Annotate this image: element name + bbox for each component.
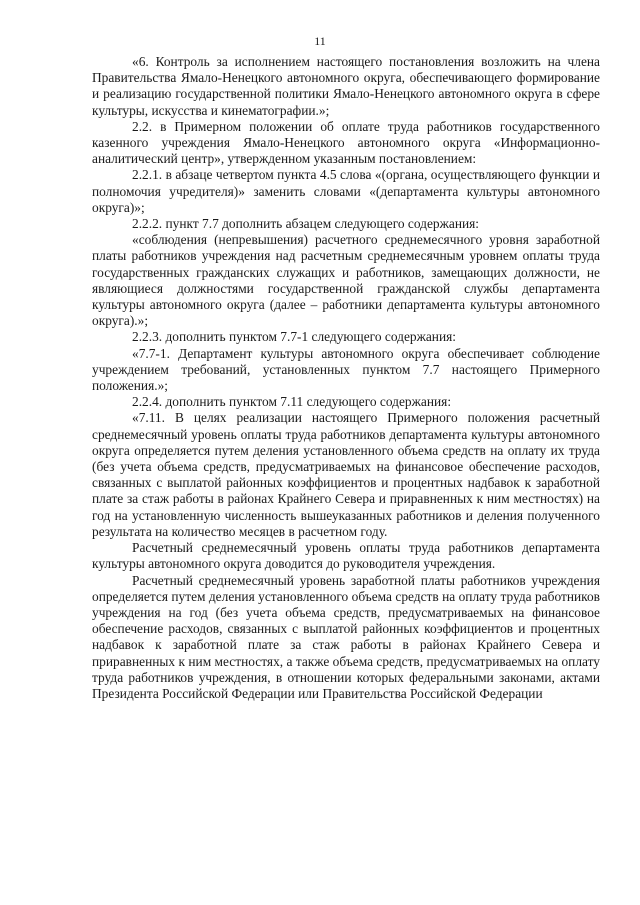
paragraph-department-level: Расчетный среднемесячный уровень оплаты труда работников департамента культуры автономного округа доводится до руководителя учреждения. [92, 540, 600, 572]
paragraph-2-2-3: 2.2.3. дополнить пунктом 7.7-1 следующего содержания: [132, 329, 456, 345]
paragraph-7-7-1: «7.7-1. Департамент культуры автономного округа обеспечивает соблюдение учреждением требований, установленных пунктом 7.7 настоящего Примерного положения.»; [92, 345, 600, 394]
paragraph-2-2-1: 2.2.1. в абзаце четвертом пункта 4.5 слова «(органа, осуществляющего функции и полномочия учредителя)» заменить словами «(департамента культуры автономного округа)»; [92, 167, 600, 215]
paragraph-quote-compliance: «соблюдения (непревышения) расчетного среднемесячного уровня заработной платы работников учреждения над расчетным среднемесячным уровнем оплаты труда государственных гражданских служащих и работников, замещающих должности, не являющиеся должностями государственной гражданской службы департамента культуры автономного округа (далее – работники департамента культуры автономного округа).»; [92, 232, 600, 329]
paragraph-section-6: «6. Контроль за исполнением настоящего постановления возложить на члена Правительства Ямало-Ненецкого автономного округа, обеспечивающего формирование и реализацию государственной политики Ямало-Ненецкого автономного округа в сфере культуры, искусства и кинематографии.»; [92, 54, 600, 118]
paragraph-institution-level: Расчетный среднемесячный уровень заработной платы работников учреждения определяется путем деления установленного объема средств на оплату труда работников учреждения на год (без учета объема средств, предусматриваемых на финансовое обеспечение расходов, связанных с выплатой районных коэффициентов и процентных надбавок к заработной плате за стаж работы в районах Крайнего Севера и приравненных к ним местностях, а также объема средств, предусматриваемых на оплату труда работников учреждения, в отношении которых федеральными законами, актами Президента Российской Федерации или Правительства Российской Федерации [92, 572, 600, 701]
page-number: 11 [314, 34, 326, 48]
paragraph-2-2-4: 2.2.4. дополнить пунктом 7.11 следующего содержания: [132, 394, 452, 410]
paragraph-7-11: «7.11. В целях реализации настоящего Примерного положения расчетный среднемесячный уровень оплаты труда работников департамента культуры автономного округа определяется путем деления установленного объема средств на оплату их труда (без учета объема средств, предусматриваемых на финансовое обеспечение расходов, связанных с выплатой районных коэффициентов и процентных надбавок к заработной плате за стаж работы в районах Крайнего Севера и приравненных к ним местностях) на год на установленную численность вышеуказанных работников и деления полученного результата на количество месяцев в расчетном году. [92, 410, 600, 539]
document-body [92, 54, 600, 702]
paragraph-2-2-2: 2.2.2. пункт 7.7 дополнить абзацем следующего содержания: [132, 216, 480, 232]
paragraph-2-2: 2.2. в Примерном положении об оплате труда работников государственного казенного учреждения Ямало-Ненецкого автономного округа «Информационно-аналитический центр», утвержденном указанным постановлением: [92, 118, 600, 167]
